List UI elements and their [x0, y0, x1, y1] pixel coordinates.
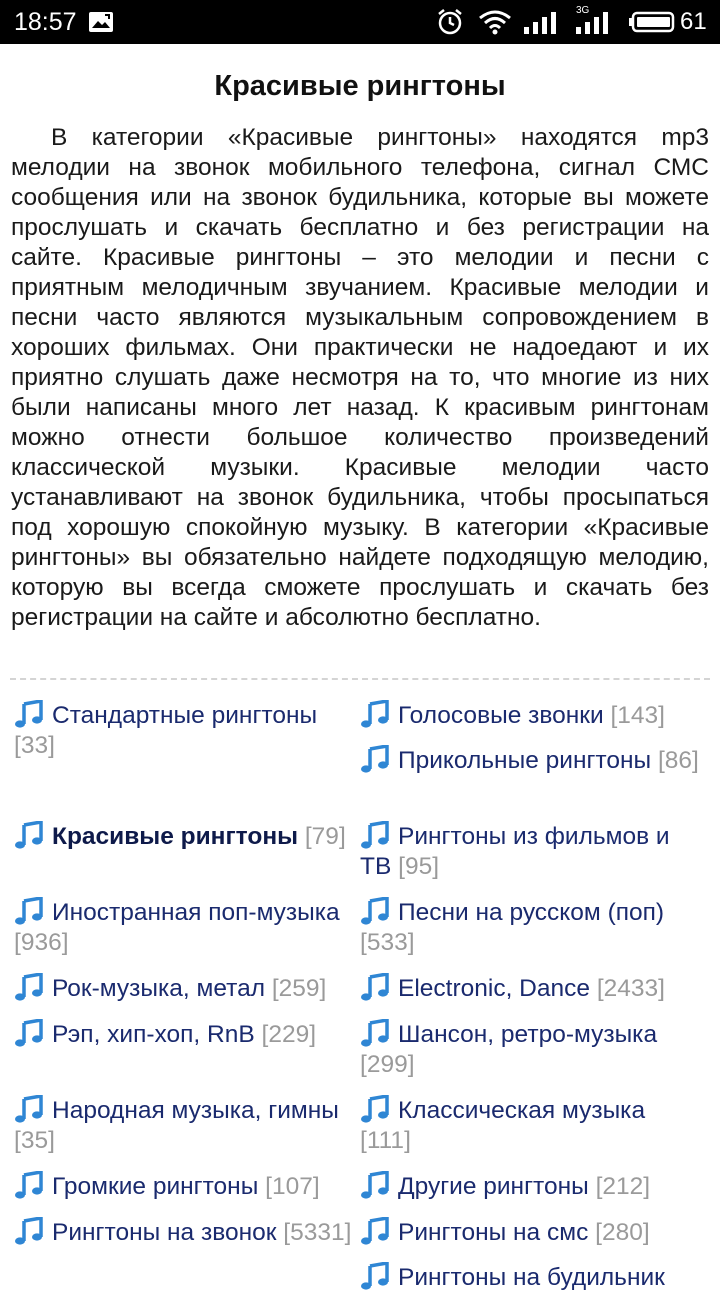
- category-link[interactable]: Рингтоны из фильмов и ТВ: [360, 823, 670, 880]
- category-link[interactable]: Громкие рингтоны: [52, 1173, 259, 1200]
- music-note-icon: [360, 973, 390, 1001]
- music-note-icon: [360, 700, 390, 728]
- category-item[interactable]: [14, 1019, 354, 1050]
- category-item-active[interactable]: [14, 821, 354, 852]
- category-link[interactable]: Рок-музыка, метал: [52, 975, 265, 1002]
- category-count: [ 259 ]: [272, 975, 327, 1002]
- category-link[interactable]: Иностранная поп-музыка: [52, 899, 340, 926]
- music-note-icon: [14, 1095, 44, 1123]
- music-note-icon: [14, 897, 44, 925]
- category-link[interactable]: Рэп, хип-хоп, RnB: [52, 1021, 255, 1048]
- category-count: [ 79 ]: [305, 823, 346, 850]
- category-count: [ 533 ]: [360, 929, 415, 956]
- category-link[interactable]: Красивые рингтоны: [52, 823, 299, 850]
- music-note-icon: [14, 1171, 44, 1199]
- music-note-icon: [14, 1217, 44, 1245]
- music-note-icon: [14, 821, 44, 849]
- category-link[interactable]: Рингтоны на смс: [398, 1219, 589, 1246]
- category-count: [ 299 ]: [360, 1051, 415, 1078]
- category-item[interactable]: [360, 897, 700, 958]
- category-item[interactable]: [360, 745, 700, 776]
- category-link[interactable]: Песни на русском (поп): [398, 899, 665, 926]
- image-notification-icon: [88, 11, 114, 33]
- network-type-label: 3G: [576, 5, 590, 16]
- category-count: [ 111 ]: [360, 1127, 411, 1154]
- music-note-icon: [14, 1019, 44, 1047]
- category-item[interactable]: [360, 1019, 700, 1080]
- music-note-icon: [360, 1095, 390, 1123]
- music-note-icon: [360, 1019, 390, 1047]
- category-count: [ 35 ]: [14, 1127, 55, 1154]
- category-item[interactable]: [14, 1095, 354, 1156]
- music-note-icon: [360, 745, 390, 773]
- category-count: [ 280 ]: [595, 1219, 650, 1246]
- category-count: [ 229 ]: [262, 1021, 317, 1048]
- category-item[interactable]: [14, 973, 354, 1004]
- category-item[interactable]: [360, 821, 700, 882]
- category-count: [ 5331 ]: [283, 1219, 351, 1246]
- signal-icon: [522, 9, 564, 35]
- category-item[interactable]: [14, 700, 354, 761]
- music-note-icon: [14, 973, 44, 1001]
- category-count: [ 936 ]: [14, 929, 69, 956]
- category-item[interactable]: [360, 973, 700, 1004]
- category-item[interactable]: [360, 1262, 700, 1293]
- alarm-icon: [436, 8, 464, 36]
- status-time: 18:57: [14, 8, 77, 36]
- category-count: [ 107 ]: [265, 1173, 320, 1200]
- music-note-icon: [14, 700, 44, 728]
- page-title: Красивые рингтоны: [214, 70, 506, 102]
- category-item[interactable]: [360, 1095, 700, 1156]
- category-description: В категории «Красивые рингтоны» находятся mp3 мелодии на звонок мобильного телефона, сигнал СМС сообщения или на звонок будильника, которые вы можете прослушать и скачать бесплатно и без регистрации на сайте. Красивые рингтоны – это мелодии и песни с приятным мелодичным звучанием. Красивые мелодии и песни часто являются музыкальным сопровождением в хороших фильмах. Они практически не надоедают и их приятно слушать даже несмотря на то, что многие из них были написаны много лет назад. К красивым рингтонам можно отнести большое количество произведений классической музыки. Красивые мелодии часто устанавливают на звонок будильника, чтобы просыпаться под хорошую спокойную музыку. В категории «Красивые рингтоны» вы обязательно найдете подходящую мелодию, которую вы всегда сможете прослушать и скачать без регистрации на сайте и абсолютно бесплатно.: [11, 124, 709, 631]
- category-link[interactable]: Народная музыка, гимны: [52, 1097, 339, 1124]
- status-bar: [0, 0, 720, 44]
- category-item[interactable]: [14, 1217, 354, 1248]
- category-link[interactable]: Классическая музыка: [398, 1097, 646, 1124]
- category-count: [ 33 ]: [14, 732, 55, 759]
- category-link[interactable]: Голосовые звонки: [398, 702, 604, 729]
- category-link[interactable]: Electronic, Dance: [398, 975, 591, 1002]
- category-count: [ 212 ]: [596, 1173, 651, 1200]
- category-count: [ 2433 ]: [597, 975, 665, 1002]
- divider: [10, 678, 710, 680]
- category-item[interactable]: [360, 700, 700, 731]
- category-count: [ 143 ]: [610, 702, 665, 729]
- wifi-icon: [478, 9, 512, 35]
- battery-icon: [628, 11, 676, 33]
- category-link[interactable]: Рингтоны на будильник: [398, 1264, 665, 1291]
- category-count: [ 95 ]: [398, 853, 439, 880]
- music-note-icon: [360, 1262, 390, 1290]
- category-item[interactable]: [14, 1171, 354, 1202]
- music-note-icon: [360, 821, 390, 849]
- battery-level: 61: [680, 8, 707, 35]
- category-link[interactable]: Другие рингтоны: [398, 1173, 589, 1200]
- category-item[interactable]: [360, 1217, 700, 1248]
- music-note-icon: [360, 1217, 390, 1245]
- category-link[interactable]: Стандартные рингтоны: [52, 702, 318, 729]
- category-link[interactable]: Рингтоны на звонок: [52, 1219, 277, 1246]
- category-item[interactable]: [14, 897, 354, 958]
- category-count: [ 86 ]: [658, 747, 699, 774]
- category-item[interactable]: [360, 1171, 700, 1202]
- category-link[interactable]: Прикольные рингтоны: [398, 747, 652, 774]
- music-note-icon: [360, 1171, 390, 1199]
- music-note-icon: [360, 897, 390, 925]
- category-link[interactable]: Шансон, ретро-музыка: [398, 1021, 658, 1048]
